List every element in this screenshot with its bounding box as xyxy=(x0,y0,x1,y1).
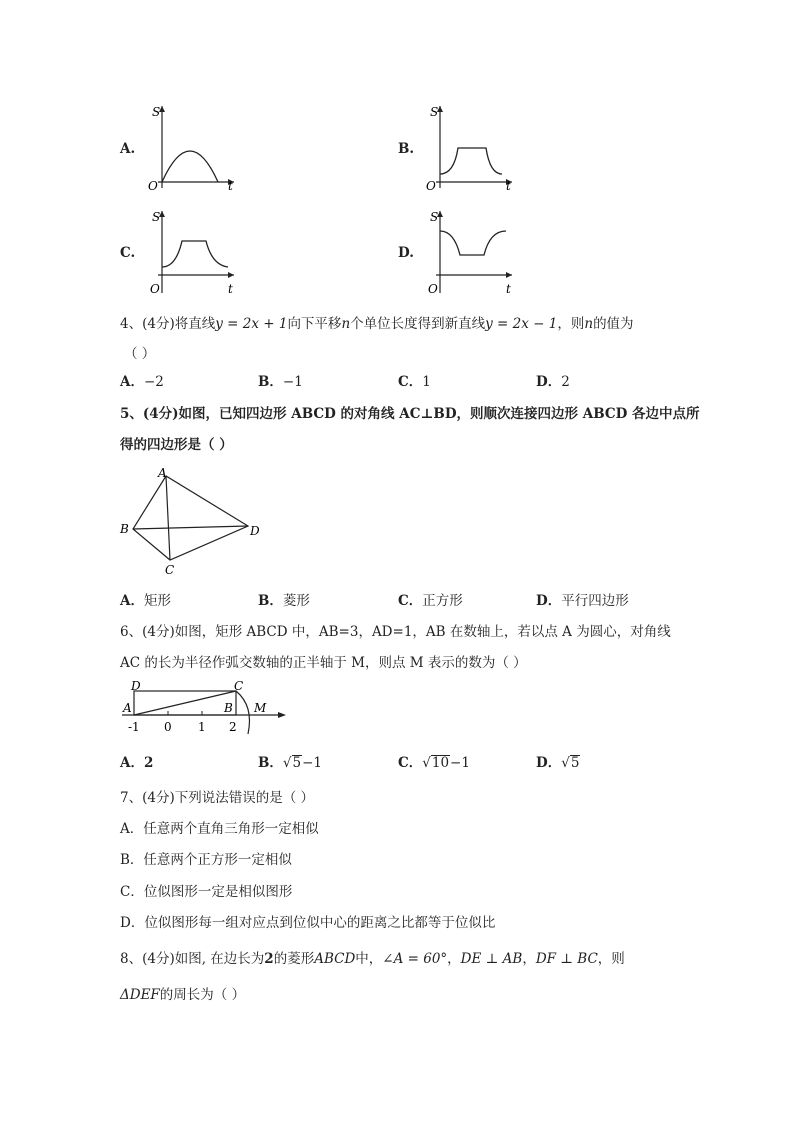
q4-text-a: 将直线 xyxy=(174,316,216,332)
q6-figure xyxy=(118,678,288,736)
q5-label-d: D xyxy=(250,524,260,538)
q4-stem xyxy=(120,315,634,333)
q7-choice-a[interactable]: A．任意两个直角三角形一定相似 xyxy=(120,821,319,837)
q4-var-n: n xyxy=(341,316,351,332)
q8-text-b: 的菱形 xyxy=(273,951,315,967)
q6-choice-c[interactable]: C．√10−1 xyxy=(398,755,470,771)
q3-b-s-label: S xyxy=(430,105,439,119)
q8-text-a: 8、(4分)如图, 在边长为 xyxy=(120,951,265,967)
q6-arc xyxy=(236,691,250,734)
q6-label-a: A xyxy=(123,701,132,715)
q5-choice-c[interactable]: C．正方形 xyxy=(398,593,463,609)
q3-a-s-label: S xyxy=(152,105,161,119)
q8-angle: ∠A = 60° xyxy=(382,951,448,967)
q6-stem-line1: 6、(4分)如图，矩形 ABCD 中，AB=3，AD=1，AB 在数轴上，若以点 A 为圆心，对角线 xyxy=(120,624,671,640)
q3-c-curve xyxy=(162,241,228,267)
q3-d-t-label: t xyxy=(506,282,511,296)
q8-text-e: 的周长为（ ） xyxy=(159,987,246,1003)
q7-stem: 7、(4分)下列说法错误的是（ ） xyxy=(120,790,315,806)
q3-b-curve xyxy=(440,148,502,174)
q6-tick-neg1: -1 xyxy=(128,720,140,734)
q4-text-c: 个单位长度得到新直线 xyxy=(350,316,486,332)
q5-label-c: C xyxy=(165,563,175,577)
q6-label-b: B xyxy=(224,701,233,715)
q4-text-b: 向下平移 xyxy=(287,316,342,332)
q4-number: 4、(4分) xyxy=(120,316,175,332)
q5-choice-b[interactable]: B．菱形 xyxy=(258,593,310,609)
q6-tick-2: 2 xyxy=(229,720,237,734)
q6-label-d: D xyxy=(131,679,141,693)
q3-option-d-label[interactable]: D. xyxy=(398,245,414,261)
q6-tick-0: 0 xyxy=(164,720,172,734)
q8-shape: ABCD xyxy=(314,951,356,967)
q6-stem-line2: AC 的长为半径作弧交数轴的正半轴于 M，则点 M 表示的数为（ ） xyxy=(120,655,527,671)
q8-perp2: DF ⊥ BC xyxy=(535,951,598,967)
q6-label-m: M xyxy=(254,701,267,715)
q3-a-curve xyxy=(162,151,218,182)
q4-eq1: y = 2x + 1 xyxy=(215,316,288,332)
q3-b-origin-label: O xyxy=(426,179,436,192)
q5-quadrilateral xyxy=(133,476,248,560)
q5-label-a: A xyxy=(158,468,167,480)
q8-stem-line1: 8、(4分)如图, 在边长为2的菱形ABCD中，∠A = 60°，DE ⊥ AB，DF ⊥ BC，则 xyxy=(120,951,625,967)
q4-choice-b[interactable]: B．−1 xyxy=(258,374,303,390)
q3-c-s-label: S xyxy=(152,210,161,224)
q7-choice-c[interactable]: C．位似图形一定是相似图形 xyxy=(120,884,293,900)
q3-d-origin-label: O xyxy=(428,282,438,296)
q5-stem-line2: 得的四边形是（ ） xyxy=(120,437,233,453)
q6-diagonal-ac xyxy=(134,691,236,715)
q4-choice-c[interactable]: C．1 xyxy=(398,374,431,390)
q3-option-b-label[interactable]: B. xyxy=(398,141,415,157)
q8-stem-line2 xyxy=(120,986,245,1004)
q5-stem-line1: 5、(4分)如图，已知四边形 ABCD 的对角线 AC⊥BD，则顺次连接四边形 ABCD 各边中点所 xyxy=(120,406,700,422)
q8-side: 2 xyxy=(264,951,274,967)
q4-paren: （ ） xyxy=(124,346,156,362)
q6-choice-b[interactable]: B．√5−1 xyxy=(258,755,323,771)
q5-label-b: B xyxy=(120,522,129,536)
q4-choice-a[interactable]: A．−2 xyxy=(120,374,164,390)
q3-d-s-label: S xyxy=(430,210,439,224)
q4-text-e: 的值为 xyxy=(593,316,634,332)
q3-graph-b xyxy=(422,100,518,192)
q3-graph-c xyxy=(144,205,240,297)
q3-c-origin-label: O xyxy=(150,282,160,296)
q5-diagonal-bd xyxy=(133,526,248,529)
q3-option-a-label[interactable]: A. xyxy=(120,141,136,157)
q5-choice-a[interactable]: A．矩形 xyxy=(120,593,171,609)
q4-choice-d[interactable]: D．2 xyxy=(536,374,570,390)
q3-b-t-label: t xyxy=(506,179,511,192)
q6-tick-1: 1 xyxy=(198,720,206,734)
q4-var-n2: n xyxy=(584,316,594,332)
q6-choice-a[interactable]: A．2 xyxy=(120,755,154,771)
q6-label-c: C xyxy=(234,679,244,693)
q8-perp1: DE ⊥ AB xyxy=(460,951,523,967)
q5-choice-d[interactable]: D．平行四边形 xyxy=(536,593,629,609)
q3-graph-d xyxy=(422,205,518,297)
q6-choice-d[interactable]: D．√5 xyxy=(536,755,580,771)
q7-choice-d[interactable]: D．位似图形每一组对应点到位似中心的距离之比都等于位似比 xyxy=(120,915,496,931)
q4-eq2: y = 2x − 1 xyxy=(485,316,558,332)
q3-d-curve xyxy=(440,231,506,255)
q8-text-c: 中， xyxy=(355,951,383,967)
q3-a-origin-label: O xyxy=(148,179,158,192)
q8-triangle: ΔDEF xyxy=(120,987,160,1003)
q7-choice-b[interactable]: B．任意两个正方形一定相似 xyxy=(120,852,292,868)
q3-graph-a xyxy=(144,100,240,192)
q5-figure xyxy=(114,468,264,578)
q4-text-d: ，则 xyxy=(557,316,585,332)
q3-a-t-label: t xyxy=(228,179,233,192)
q5-diagonal-ac xyxy=(166,476,170,560)
q3-c-t-label: t xyxy=(228,282,233,296)
q3-option-c-label[interactable]: C. xyxy=(120,245,136,261)
